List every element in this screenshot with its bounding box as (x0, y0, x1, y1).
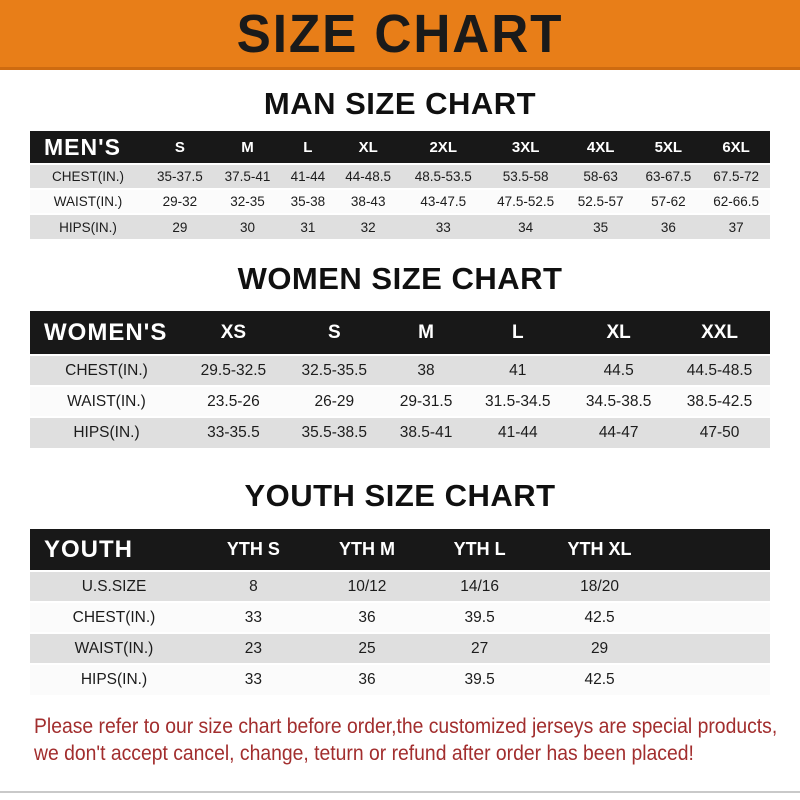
section-heading-men: MAN SIZE CHART (263, 86, 537, 121)
size-value: 47-50 (669, 417, 770, 448)
size-value: 34 (484, 214, 566, 239)
size-value: 33 (198, 602, 309, 633)
size-value: 37.5-41 (214, 164, 282, 189)
table-title: YOUTH (30, 529, 198, 571)
size-value: 38.5-42.5 (669, 386, 770, 417)
column-header: S (284, 311, 385, 355)
size-value: 58-63 (567, 164, 635, 189)
size-value: 33 (402, 214, 484, 239)
size-value: 44-47 (568, 417, 669, 448)
men-size-table (30, 131, 770, 239)
row-label: WAIST(IN.) (30, 189, 146, 214)
size-value: 38 (385, 355, 468, 386)
size-value: 39.5 (425, 602, 534, 633)
size-value: 62-66.5 (702, 189, 770, 214)
column-header: XL (334, 131, 402, 164)
size-value: 33-35.5 (183, 417, 284, 448)
table-row (30, 355, 770, 386)
table-header-row (30, 131, 770, 164)
size-value: 23.5-26 (183, 386, 284, 417)
women-size-table (30, 311, 770, 448)
blank-cell (665, 664, 770, 695)
size-value: 47.5-52.5 (484, 189, 566, 214)
size-value: 23 (198, 633, 309, 664)
column-header: L (281, 131, 334, 164)
blank-cell (665, 602, 770, 633)
size-value: 31.5-34.5 (467, 386, 568, 417)
size-value: 44.5 (568, 355, 669, 386)
bottom-divider (0, 791, 800, 793)
column-header: L (467, 311, 568, 355)
column-header: 6XL (702, 131, 770, 164)
size-value: 18/20 (534, 571, 665, 602)
notice-line-1 (34, 713, 800, 740)
size-value: 63-67.5 (635, 164, 703, 189)
table-row (30, 664, 770, 695)
size-value: 38.5-41 (385, 417, 468, 448)
size-value: 8 (198, 571, 309, 602)
size-value: 36 (309, 664, 425, 695)
footer-notice (34, 713, 800, 767)
table-row (30, 417, 770, 448)
size-value: 44-48.5 (334, 164, 402, 189)
size-value: 35-37.5 (146, 164, 214, 189)
table-header-row (30, 311, 770, 355)
blank-cell (665, 633, 770, 664)
size-value: 29 (146, 214, 214, 239)
row-label: CHEST(IN.) (30, 355, 183, 386)
youth-size-table (30, 529, 770, 695)
row-label: WAIST(IN.) (30, 633, 198, 664)
size-value: 52.5-57 (567, 189, 635, 214)
table-row (30, 164, 770, 189)
section-heading-women: WOMEN SIZE CHART (237, 261, 563, 296)
row-label: HIPS(IN.) (30, 664, 198, 695)
size-value: 26-29 (284, 386, 385, 417)
size-value: 36 (309, 602, 425, 633)
size-value: 43-47.5 (402, 189, 484, 214)
size-value: 53.5-58 (484, 164, 566, 189)
column-header: 3XL (484, 131, 566, 164)
size-value: 37 (702, 214, 770, 239)
column-header: YTH S (198, 529, 309, 571)
size-value: 32 (334, 214, 402, 239)
row-label: WAIST(IN.) (30, 386, 183, 417)
column-header: YTH M (309, 529, 425, 571)
size-value: 41 (467, 355, 568, 386)
size-value: 36 (635, 214, 703, 239)
size-value: 34.5-38.5 (568, 386, 669, 417)
column-header: XS (183, 311, 284, 355)
banner (0, 0, 800, 70)
size-value: 14/16 (425, 571, 534, 602)
size-value: 30 (214, 214, 282, 239)
size-value: 41-44 (281, 164, 334, 189)
notice-line-2-text: we don't accept cancel, change, teturn or refund after order has been placed! (34, 741, 694, 765)
banner-title: SIZE CHART (236, 3, 564, 64)
row-label: U.S.SIZE (30, 571, 198, 602)
table-title: MEN'S (30, 131, 146, 164)
size-value: 35-38 (281, 189, 334, 214)
blank-cell (665, 571, 770, 602)
size-value: 35.5-38.5 (284, 417, 385, 448)
row-label: CHEST(IN.) (30, 164, 146, 189)
section-heading-youth: YOUTH SIZE CHART (244, 478, 556, 513)
size-value: 10/12 (309, 571, 425, 602)
column-header: M (214, 131, 282, 164)
row-label: HIPS(IN.) (30, 214, 146, 239)
column-header: YTH XL (534, 529, 665, 571)
size-value: 33 (198, 664, 309, 695)
size-value: 29-31.5 (385, 386, 468, 417)
row-label: HIPS(IN.) (30, 417, 183, 448)
column-header: XXL (669, 311, 770, 355)
table-row (30, 189, 770, 214)
column-header: 5XL (635, 131, 703, 164)
size-value: 42.5 (534, 664, 665, 695)
size-value: 27 (425, 633, 534, 664)
size-value: 42.5 (534, 602, 665, 633)
size-value: 38-43 (334, 189, 402, 214)
size-value: 32.5-35.5 (284, 355, 385, 386)
size-value: 67.5-72 (702, 164, 770, 189)
size-value: 44.5-48.5 (669, 355, 770, 386)
size-value: 41-44 (467, 417, 568, 448)
size-value: 48.5-53.5 (402, 164, 484, 189)
table-row (30, 386, 770, 417)
table-title: WOMEN'S (30, 311, 183, 355)
size-value: 29-32 (146, 189, 214, 214)
table-header-row (30, 529, 770, 571)
column-header: 2XL (402, 131, 484, 164)
table-row (30, 633, 770, 664)
size-value: 57-62 (635, 189, 703, 214)
row-label: CHEST(IN.) (30, 602, 198, 633)
size-value: 39.5 (425, 664, 534, 695)
size-value: 29.5-32.5 (183, 355, 284, 386)
blank-column (665, 529, 770, 571)
size-value: 35 (567, 214, 635, 239)
table-row (30, 214, 770, 239)
size-value: 29 (534, 633, 665, 664)
table-row (30, 602, 770, 633)
size-value: 31 (281, 214, 334, 239)
table-row (30, 571, 770, 602)
size-value: 25 (309, 633, 425, 664)
column-header: XL (568, 311, 669, 355)
notice-line-2 (34, 740, 800, 767)
column-header: M (385, 311, 468, 355)
column-header: YTH L (425, 529, 534, 571)
column-header: S (146, 131, 214, 164)
size-value: 32-35 (214, 189, 282, 214)
notice-line-1-text: Please refer to our size chart before order,the customized jerseys are special products, (34, 714, 778, 738)
column-header: 4XL (567, 131, 635, 164)
